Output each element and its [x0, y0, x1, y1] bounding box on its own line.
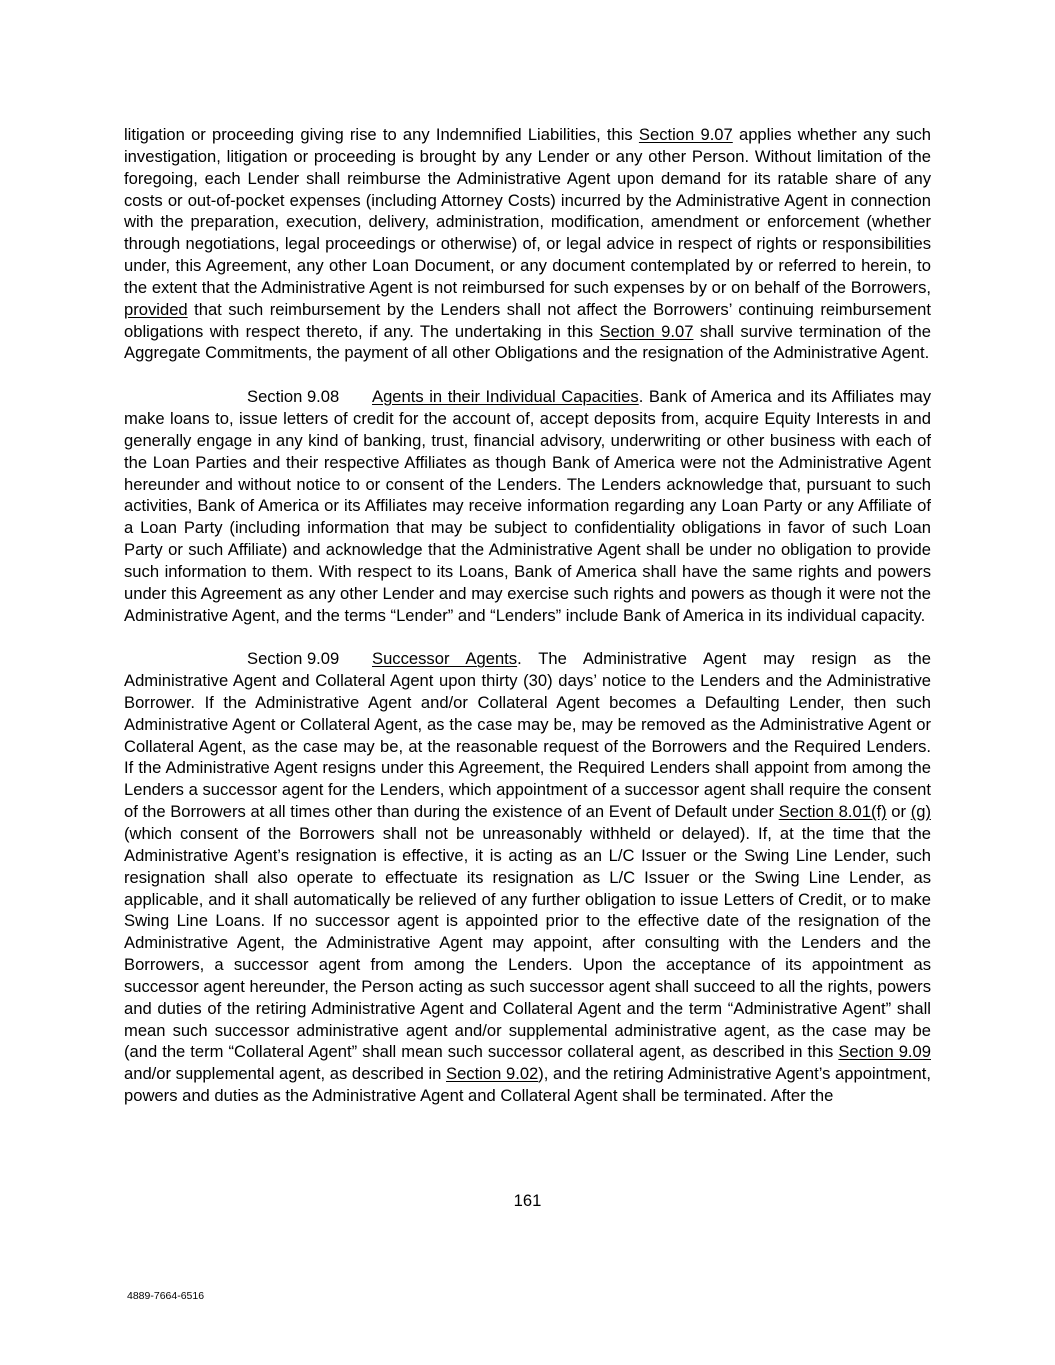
section-reference: Section 8.01(f) — [778, 802, 887, 822]
paragraph-indemnification-continued — [124, 124, 931, 364]
section-reference: Section 9.07 — [638, 125, 733, 144]
text-run: and/or supplemental agent, as described in — [124, 1064, 447, 1084]
section-9-09-paragraph — [124, 648, 931, 1107]
text-run: (which consent of the Borrowers shall not be unreasonably withheld or delayed). If, at the time that the Administrative Agent’s resignation is effective, it is acting as an L/C Issuer or the Swing Line Lender, such resignation shall also operate to effectuate its resignation as L/C Issuer or the Swing Line Lender, as applicable, and it shall automatically be relieved of any further obligation to issue Letters of Credit, or to make Swing Line Loans. If no successor agent is appointed prior to the effective date of the resignation of the Administrative Agent, the Administrative Agent may appoint, after consulting with the Lenders and the Borrowers, a successor agent from among the Lenders. Upon the acceptance of its appointment as successor agent hereunder, the Person acting as such successor agent shall succeed to all the rights, powers and duties of the retiring Administrative Agent and Collateral Agent and the term “Administrative Agent” shall mean such successor administrative agent and/or supplemental administrative agent, as the case may be (and the term “Collateral Agent” shall mean such successor collateral agent, as described in this — [124, 824, 931, 1062]
section-reference: Section 9.09 — [838, 1042, 931, 1062]
section-heading: Successor Agents — [372, 649, 518, 669]
page-number: 161 — [513, 1191, 542, 1210]
section-9-08-paragraph — [124, 386, 931, 626]
section-number: Section 9.09 — [247, 649, 340, 669]
text-run: applies whether any such investigation, litigation or proceeding is brought by any Lender or any other Person. Without limitation of the foregoing, each Lender shall reimburse the Administrative Agent upon demand for its ratable share of any costs or out-of-pocket expenses (including Attorney Costs) incurred by the Administrative Agent in connection with the preparation, execution, delivery, administration, modification, amendment or enforcement (whether through negotiations, legal proceedings or otherwise) of, or legal advice in respect of rights or responsibilities under, this Agreement, any other Loan Document, or any document contemplated by or referred to herein, to the extent that the Administrative Agent is not reimbursed for such expenses by or on behalf of the Borrowers, — [124, 125, 931, 297]
document-id: 4889-7664-6516 — [127, 1290, 205, 1302]
section-reference: (g) — [910, 802, 931, 822]
text-run: or — [886, 802, 911, 822]
section-heading: Agents in their Individual Capacities — [372, 387, 639, 407]
text-run: shall survive termination of the Aggregate Commitments, the payment of all other Obligations and the resignation of the Administrative Agent. — [124, 321, 931, 363]
text-run: . The Administrative Agent may resign as the Administrative Agent and Collateral Agent upon thirty (30) days’ notice to the Lenders and the Administrative Borrower. If the Administrative Agent and/or Collateral Agent becomes a Defaulting Lender, then such Administrative Agent or Collateral Agent, as the case may be, may be removed as the Administrative Agent or Collateral Agent, as the case may be, at the reasonable request of the Borrowers and the Required Lenders. If the Administrative Agent resigns under this Agreement, the Required Lenders shall appoint from among the Lenders a successor agent for the Lenders, which appointment of a successor agent shall require the consent of the Borrowers at all times other than during the existence of an Event of Default under — [124, 649, 931, 822]
section-body: . Bank of America and its Affiliates may make loans to, issue letters of credit for the account of, accept deposits from, acquire Equity Interests in and generally engage in any kind of banking, trust, financial advisory, underwriting or other business with each of the Loan Parties and their respective Affiliates as though Bank of America were not the Administrative Agent hereunder and without notice to or consent of the Lenders. The Lenders acknowledge that, pursuant to such activities, Bank of America or its Affiliates may receive information regarding any Loan Party or any Affiliate of a Loan Party (including information that may be subject to confidentiality obligations in favor of such Loan Party or such Affiliate) and acknowledge that the Administrative Agent shall be under no obligation to provide such information to them. With respect to its Loans, Bank of America shall have the same rights and powers under this Agreement as any other Lender and may exercise such rights and powers as though it were not the Administrative Agent, and the terms “Lender” and “Lenders” include Bank of America in its individual capacity. — [124, 387, 931, 625]
document-page — [124, 124, 931, 1129]
section-reference: Section 9.07 — [599, 321, 694, 341]
text-run: that such reimbursement by the Lenders shall not affect the Borrowers’ continuing reimbursement obligations with respect thereto, if any. The undertaking in this — [124, 299, 931, 341]
text-run: ), and the retiring Administrative Agent’s appointment, powers and duties as the Administrative Agent and Collateral Agent shall be terminated. After the — [124, 1064, 931, 1106]
defined-term-provided: provided — [124, 299, 188, 319]
section-number: Section 9.08 — [247, 387, 340, 407]
text-run: litigation or proceeding giving rise to any Indemnified Liabilities, this — [124, 125, 639, 144]
section-reference: Section 9.02 — [446, 1064, 539, 1084]
